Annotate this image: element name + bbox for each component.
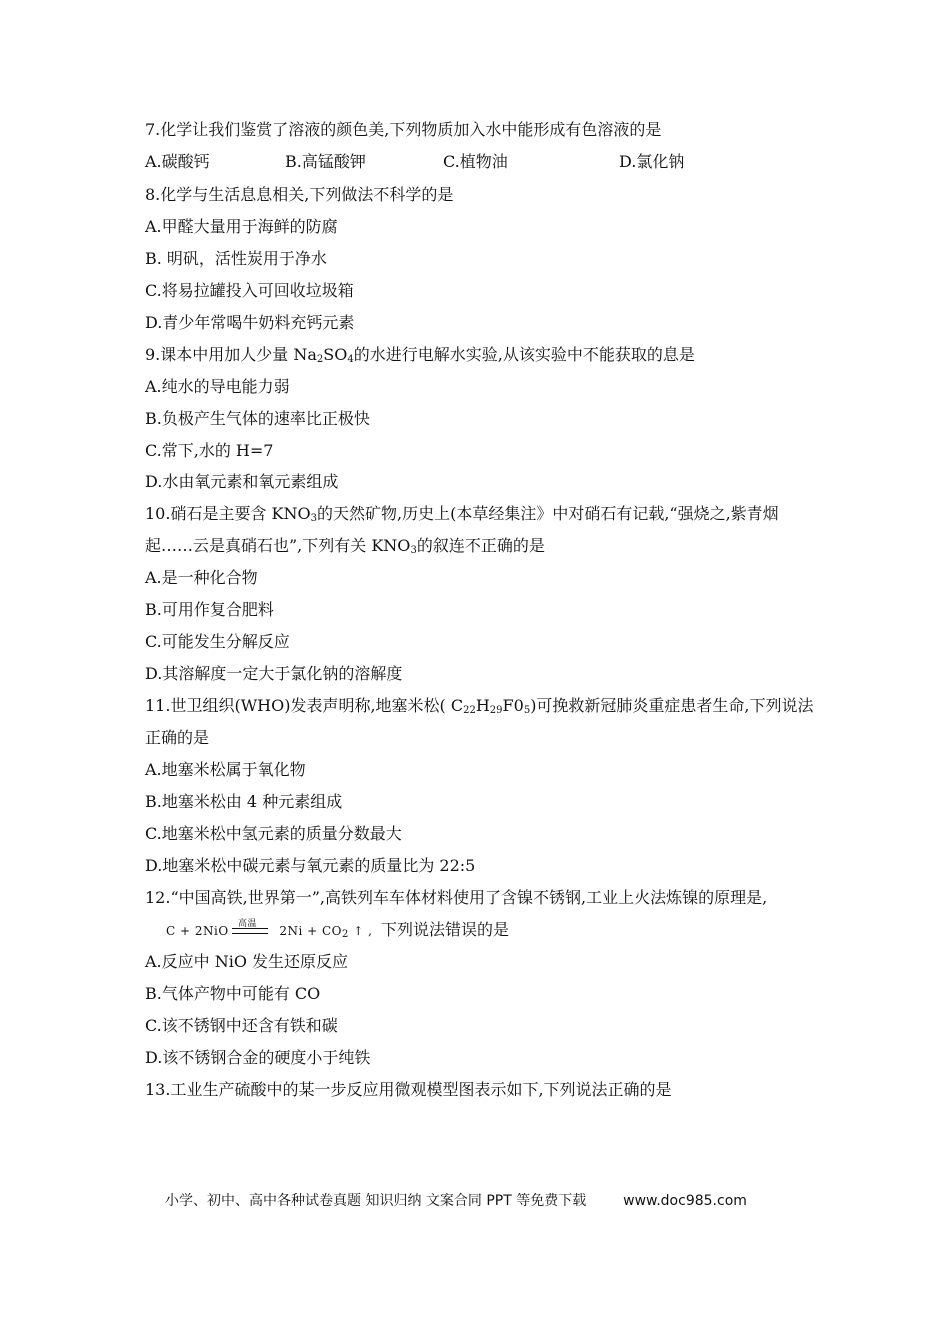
question-11-option-b: B.地塞米松由 4 种元素组成	[145, 792, 343, 811]
question-8-option-b: B. 明矾，活性炭用于净水	[145, 249, 327, 268]
question-7-options	[0, 151, 950, 173]
question-12-option-d: D.该不锈钢合金的硬度小于纯铁	[145, 1048, 371, 1067]
question-7-option-a: A.碳酸钙	[145, 152, 210, 171]
question-11-stem-line2: 正确的是	[145, 728, 210, 747]
question-8-option-d: D.青少年常喝牛奶料充钙元素	[145, 313, 355, 332]
question-9-stem: 9.课本中用加人少量 $Na_2SO_4$的水进行电解水实验,从该实验中不能获取的息是	[145, 345, 695, 365]
equation-subscript: 2	[342, 929, 349, 940]
question-8-option-a: A.甲醛大量用于海鲜的防腐	[145, 217, 338, 236]
question-8-option-c: C.将易拉罐投入可回收垃圾箱	[145, 281, 354, 300]
question-9-option-d: D.水由氧元素和氧元素组成	[145, 472, 339, 491]
question-8-stem: 8.化学与生活息息相关,下列做法不科学的是	[145, 185, 454, 204]
question-9-option-c: C.常下,水的 H=7	[145, 441, 274, 460]
question-12-stem-tail: 下列说法错误的是	[381, 920, 510, 939]
equation-right: 2Ni + CO	[279, 924, 343, 938]
equation-tail: ↑ ,	[353, 924, 373, 938]
chemical-equation	[166, 921, 372, 941]
equation-condition: 高温	[238, 919, 258, 929]
question-10-stem-line1: 10.硝石是主要含 $KNO_3$的天然矿物,历史上(本草经集注》中对硝石有记载,“强烧之,紫青烟	[145, 504, 779, 524]
question-7-option-b: B.高锰酸钾	[285, 152, 366, 171]
footer-text: 小学、初中、高中各种试卷真题 知识归纳 文案合同 PPT 等免费下载	[165, 1193, 587, 1209]
question-9-option-b: B.负极产生气体的速率比正极快	[145, 409, 370, 428]
question-12-option-c: C.该不锈钢中还含有铁和碳	[145, 1016, 338, 1035]
footer-site-link[interactable]: www.doc985.com	[623, 1193, 747, 1209]
question-11-stem-line1: 11.世卫组织(WHO)发表声明称,地塞米松( $C_{22}H_{29}F0_5$)可挽救新冠肺炎重症患者生命,下列说法	[145, 696, 814, 716]
page-footer	[165, 1191, 747, 1211]
question-10-stem-line2: 起……云是真硝石也”,下列有关 $KNO_3$的叙连不正确的是	[145, 536, 545, 556]
question-10-option-a: A.是一种化合物	[145, 568, 258, 587]
question-11-option-c: C.地塞米松中氢元素的质量分数最大	[145, 824, 402, 843]
question-7-option-c: C.植物油	[443, 152, 508, 171]
question-7-option-d: D.氯化钠	[619, 152, 685, 171]
question-10-option-c: C.可能发生分解反应	[145, 632, 290, 651]
question-9-option-a: A.纯水的导电能力弱	[145, 377, 290, 396]
question-10-option-d: D.其溶解度一定大于氯化钠的溶解度	[145, 664, 403, 683]
question-12-option-b: B.气体产物中可能有 CO	[145, 984, 321, 1003]
question-12-option-a: A.反应中 NiO 发生还原反应	[145, 952, 349, 971]
equation-equals-sign	[232, 928, 268, 934]
question-11-option-a: A.地塞米松属于氧化物	[145, 760, 306, 779]
question-11-option-d: D.地塞米松中碳元素与氧元素的质量比为 22:5	[145, 856, 476, 875]
question-12-stem: 12.“中国高铁,世界第一”,高铁列车车体材料使用了含镍不锈钢,工业上火法炼镍的原理是,	[145, 888, 768, 907]
question-13-stem: 13.工业生产硫酸中的某一步反应用微观模型图表示如下,下列说法正确的是	[145, 1080, 672, 1099]
equation-left: C + 2NiO	[166, 924, 229, 938]
question-10-option-b: B.可用作复合肥料	[145, 600, 274, 619]
question-7-stem: 7.化学让我们鉴赏了溶液的颜色美,下列物质加入水中能形成有色溶液的是	[145, 120, 662, 139]
